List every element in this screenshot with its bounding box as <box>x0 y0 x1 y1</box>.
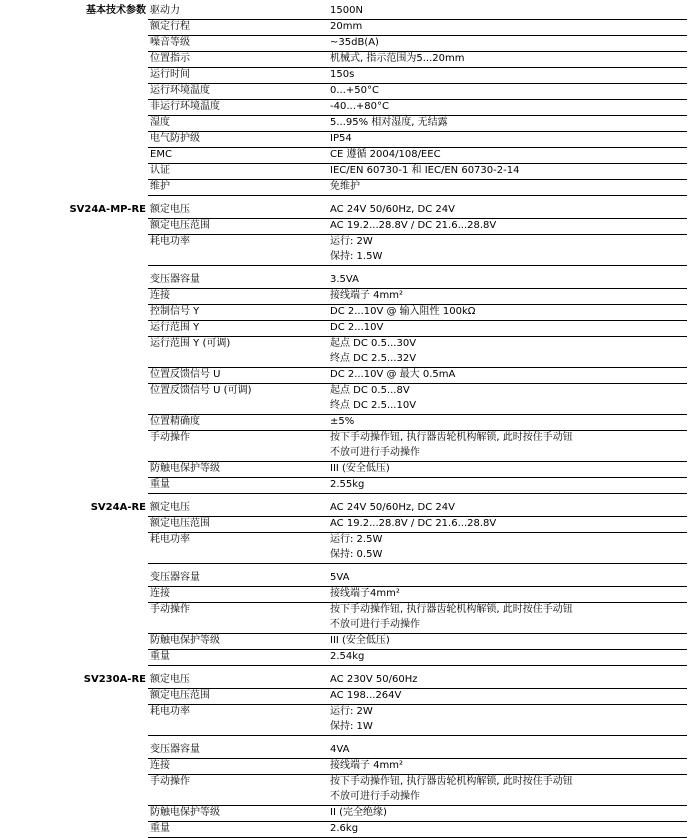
spec-value: 起点 DC 0.5...8V <box>330 385 410 396</box>
section-title <box>8 100 148 116</box>
section-title <box>8 321 148 337</box>
spec-value: III (安全低压) <box>328 462 687 478</box>
table-row <box>8 673 687 689</box>
section-title <box>8 775 148 791</box>
spec-value: DC 2...10V @ 输入阻性 100kΩ <box>328 305 687 321</box>
spec-label-continuation <box>148 446 328 462</box>
table-row <box>8 116 687 132</box>
spec-label: 手动操作 <box>150 432 190 443</box>
table-row <box>8 533 687 549</box>
spec-label: EMC <box>148 148 328 164</box>
spec-value: DC 2...10V @ 最大 0.5mA <box>328 368 687 384</box>
section-title <box>8 634 148 650</box>
spec-value: AC 24V 50/60Hz, DC 24V <box>328 501 687 517</box>
section-title <box>8 84 148 100</box>
section-title <box>8 603 148 619</box>
spec-label: 额定电压 <box>148 673 328 689</box>
spec-label: 驱动力 <box>148 4 328 20</box>
section-title <box>8 822 148 838</box>
table-row <box>8 219 687 235</box>
spec-value: 5...95% 相对湿度, 无结露 <box>328 116 687 132</box>
spec-value: 免维护 <box>328 180 687 196</box>
row-spacer <box>8 736 687 744</box>
spec-label: 运行范围 Y (可调) <box>150 338 231 349</box>
table-row <box>8 759 687 775</box>
spec-label: 位置反馈信号 U <box>148 368 328 384</box>
spec-value: CE 遵循 2004/108/EEC <box>328 148 687 164</box>
table-row <box>8 689 687 705</box>
section-title-empty <box>8 352 148 368</box>
table-row-continuation <box>8 548 687 564</box>
spec-label: 非运行环境温度 <box>148 100 328 116</box>
spec-label-continuation <box>148 618 328 634</box>
table-row <box>8 384 687 400</box>
table-row <box>8 775 687 791</box>
spec-label-continuation <box>148 790 328 806</box>
spec-label: 位置反馈信号 U (可调) <box>150 385 252 396</box>
section-title: SV230A-RE <box>83 674 146 685</box>
spacer-cell <box>8 266 687 274</box>
section-title <box>8 462 148 478</box>
spec-value: 150s <box>328 68 687 84</box>
spec-label: 防触电保护等级 <box>148 634 328 650</box>
section-title <box>8 431 148 447</box>
spec-value: 运行: 2W <box>330 236 373 247</box>
table-row <box>8 368 687 384</box>
spacer-cell <box>8 736 687 744</box>
table-row <box>8 517 687 533</box>
spec-value-continuation: 保持: 1W <box>328 720 687 736</box>
spec-label: 连接 <box>148 759 328 775</box>
spec-label-continuation <box>148 250 328 266</box>
spec-label: 连接 <box>148 587 328 603</box>
section-title <box>8 235 148 251</box>
section-title <box>8 806 148 822</box>
section-title <box>8 337 148 353</box>
table-row <box>8 20 687 36</box>
spec-label: 变压器容量 <box>148 743 328 759</box>
spec-label: 额定电压范围 <box>148 517 328 533</box>
table-row <box>8 634 687 650</box>
spec-value: 接线端子4mm² <box>328 587 687 603</box>
table-row <box>8 289 687 305</box>
spec-value: AC 230V 50/60Hz <box>328 673 687 689</box>
section-title <box>8 52 148 68</box>
spec-label: 连接 <box>148 289 328 305</box>
spec-label: 额定电压范围 <box>148 219 328 235</box>
spec-label: 重量 <box>148 822 328 838</box>
section-title-empty <box>8 548 148 564</box>
specification-body <box>8 4 687 838</box>
spacer-cell <box>8 564 687 572</box>
spec-value: 5VA <box>328 571 687 587</box>
section-title <box>8 571 148 587</box>
section-title <box>8 533 148 549</box>
table-row <box>8 478 687 494</box>
section-title <box>8 219 148 235</box>
section-title-empty <box>8 446 148 462</box>
table-row <box>8 415 687 431</box>
spec-value-continuation: 不放可进行手动操作 <box>328 446 687 462</box>
spec-value: 2.54kg <box>328 650 687 666</box>
section-title <box>8 705 148 721</box>
section-title <box>8 180 148 196</box>
spec-label: 运行范围 Y <box>148 321 328 337</box>
spec-label: 变压器容量 <box>148 273 328 289</box>
table-row <box>8 587 687 603</box>
section-title <box>8 68 148 84</box>
section-title-empty <box>8 618 148 634</box>
table-row <box>8 431 687 447</box>
spec-value-continuation: 终点 DC 2.5...32V <box>328 352 687 368</box>
spec-label: 手动操作 <box>150 776 190 787</box>
table-row <box>8 603 687 619</box>
spec-value: 2.6kg <box>328 822 687 838</box>
spec-label-continuation <box>148 352 328 368</box>
spec-value: 0...+50°C <box>328 84 687 100</box>
section-title <box>8 132 148 148</box>
section-spacer <box>8 666 687 674</box>
spec-label-continuation <box>148 548 328 564</box>
table-row <box>8 4 687 20</box>
spec-value-continuation: 不放可进行手动操作 <box>328 790 687 806</box>
spec-label: 位置指示 <box>148 52 328 68</box>
spec-value: 接线端子 4mm² <box>328 759 687 775</box>
table-row-continuation <box>8 352 687 368</box>
section-title: 基本技术参数 <box>86 5 146 16</box>
table-row <box>8 84 687 100</box>
section-title-empty <box>8 720 148 736</box>
table-row <box>8 462 687 478</box>
table-row <box>8 337 687 353</box>
spec-label: 额定电压范围 <box>148 689 328 705</box>
table-row-continuation <box>8 250 687 266</box>
spec-value: 3.5VA <box>328 273 687 289</box>
spec-label: 额定行程 <box>148 20 328 36</box>
table-row-continuation <box>8 720 687 736</box>
table-row <box>8 100 687 116</box>
spec-label: 湿度 <box>148 116 328 132</box>
spec-value: -40...+80°C <box>328 100 687 116</box>
spec-label: 耗电功率 <box>150 236 190 247</box>
section-spacer <box>8 494 687 502</box>
spec-label: 手动操作 <box>150 604 190 615</box>
table-row <box>8 132 687 148</box>
table-row <box>8 164 687 180</box>
table-row <box>8 180 687 196</box>
section-title <box>8 759 148 775</box>
spec-label-continuation <box>148 399 328 415</box>
spec-label-continuation <box>148 720 328 736</box>
spec-value: ±5% <box>328 415 687 431</box>
spec-value: 按下手动操作钮, 执行器齿轮机构解锁, 此时按住手动钮 <box>330 432 573 443</box>
spec-value: 2.55kg <box>328 478 687 494</box>
spec-value: IP54 <box>328 132 687 148</box>
section-title-empty <box>8 399 148 415</box>
spec-value: 机械式, 指示范围为5...20mm <box>328 52 687 68</box>
table-row <box>8 501 687 517</box>
spec-label: 变压器容量 <box>148 571 328 587</box>
spec-value: IEC/EN 60730-1 和 IEC/EN 60730-2-14 <box>328 164 687 180</box>
spec-label: 运行环境温度 <box>148 84 328 100</box>
table-row-continuation <box>8 790 687 806</box>
section-title <box>8 273 148 289</box>
spec-value: 按下手动操作钮, 执行器齿轮机构解锁, 此时按住手动钮 <box>330 776 573 787</box>
spec-label: 控制信号 Y <box>148 305 328 321</box>
section-title <box>8 289 148 305</box>
table-row <box>8 305 687 321</box>
spec-value: AC 24V 50/60Hz, DC 24V <box>328 203 687 219</box>
table-row <box>8 822 687 838</box>
spec-label: 防触电保护等级 <box>148 806 328 822</box>
spec-value: AC 19.2...28.8V / DC 21.6...28.8V <box>328 219 687 235</box>
table-row <box>8 743 687 759</box>
spec-value: 4VA <box>328 743 687 759</box>
section-title <box>8 517 148 533</box>
spec-label: 额定电压 <box>148 203 328 219</box>
section-title <box>8 148 148 164</box>
spec-label: 重量 <box>148 650 328 666</box>
spec-value: 运行: 2W <box>330 706 373 717</box>
spec-value-continuation: 保持: 0.5W <box>328 548 687 564</box>
section-title <box>8 20 148 36</box>
table-row-continuation <box>8 618 687 634</box>
table-row <box>8 705 687 721</box>
section-title <box>8 305 148 321</box>
table-row <box>8 68 687 84</box>
spec-label: 运行时间 <box>148 68 328 84</box>
section-title <box>8 650 148 666</box>
spec-value-continuation: 终点 DC 2.5...10V <box>328 399 687 415</box>
table-row <box>8 571 687 587</box>
spacer-cell <box>8 196 687 204</box>
spec-value-continuation: 不放可进行手动操作 <box>328 618 687 634</box>
section-title <box>8 164 148 180</box>
spec-value: II (完全绝缘) <box>328 806 687 822</box>
table-row-continuation <box>8 399 687 415</box>
section-title <box>8 689 148 705</box>
spec-label: 维护 <box>148 180 328 196</box>
spec-label: 电气防护级 <box>148 132 328 148</box>
section-title <box>8 368 148 384</box>
spec-value-continuation: 保持: 1.5W <box>328 250 687 266</box>
table-row <box>8 321 687 337</box>
table-row <box>8 806 687 822</box>
spec-label: 耗电功率 <box>150 534 190 545</box>
table-row <box>8 148 687 164</box>
spacer-cell <box>8 666 687 674</box>
section-title <box>8 384 148 400</box>
row-spacer <box>8 266 687 274</box>
section-title: SV24A-MP-RE <box>69 204 146 215</box>
section-title <box>8 478 148 494</box>
spec-label: 额定电压 <box>148 501 328 517</box>
spec-label: 认证 <box>148 164 328 180</box>
specification-table <box>8 4 687 838</box>
spec-value: ~35dB(A) <box>328 36 687 52</box>
spec-value: AC 198...264V <box>328 689 687 705</box>
section-title <box>8 587 148 603</box>
spec-value: III (安全低压) <box>328 634 687 650</box>
spacer-cell <box>8 494 687 502</box>
table-row <box>8 36 687 52</box>
spec-value: AC 19.2...28.8V / DC 21.6...28.8V <box>328 517 687 533</box>
section-title-empty <box>8 790 148 806</box>
section-title: SV24A-RE <box>90 502 146 513</box>
section-title <box>8 415 148 431</box>
spec-value: 运行: 2.5W <box>330 534 383 545</box>
section-title-empty <box>8 250 148 266</box>
spec-value: 按下手动操作钮, 执行器齿轮机构解锁, 此时按住手动钮 <box>330 604 573 615</box>
spec-value: DC 2...10V <box>328 321 687 337</box>
section-spacer <box>8 196 687 204</box>
section-title <box>8 116 148 132</box>
spec-value: 20mm <box>328 20 687 36</box>
table-row <box>8 650 687 666</box>
spec-label: 耗电功率 <box>150 706 190 717</box>
section-title <box>8 743 148 759</box>
spec-label: 噪音等级 <box>148 36 328 52</box>
spec-label: 位置精确度 <box>148 415 328 431</box>
table-row <box>8 52 687 68</box>
row-spacer <box>8 564 687 572</box>
table-row <box>8 203 687 219</box>
spec-label: 重量 <box>148 478 328 494</box>
section-title <box>8 36 148 52</box>
table-row <box>8 273 687 289</box>
spec-value: 接线端子 4mm² <box>328 289 687 305</box>
table-row-continuation <box>8 446 687 462</box>
spec-label: 防触电保护等级 <box>148 462 328 478</box>
spec-value: 起点 DC 0.5...30V <box>330 338 417 349</box>
spec-value: 1500N <box>328 4 687 20</box>
table-row <box>8 235 687 251</box>
